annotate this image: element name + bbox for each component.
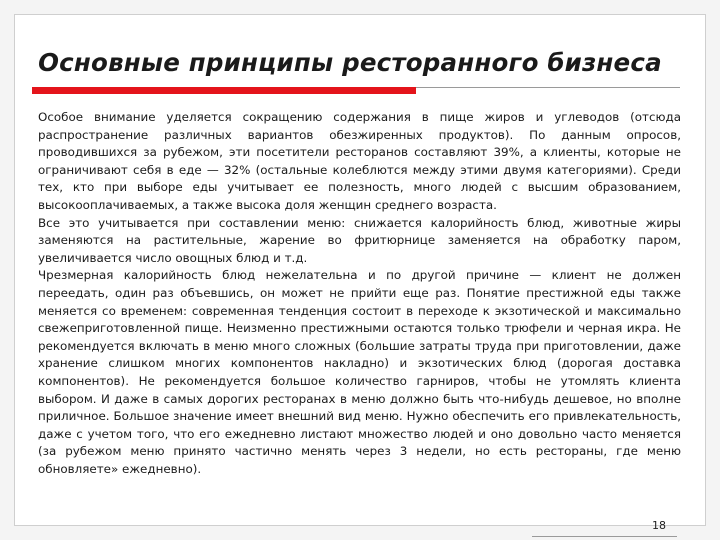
- paragraph-fat-reduction: Особое внимание уделяется сокращению содержания в пище жиров и углеводов (отсюда распространение различных вариантов обезжиренных продуктов). По данным опросов, проводившихся за рубежом, эти посетители ресторанов составляют 39%, а клиенты, которые не ограничивают себя в еде — 32% (остальные колеблются между этими двумя категориями). Среди тех, кто при выборе еды учитывает ее полезность, много людей с высшим образованием, высокооплачиваемых, а также высока доля женщин среднего возраста.: [38, 110, 681, 212]
- paragraph-menu-composition: Все это учитывается при составлении меню: снижается калорийность блюд, животные жиры заменяются на растительные, жарение во фритюрнице заменяется на обработку паром, увеличивается число овощных блюд и т.д.: [38, 215, 681, 265]
- slide-body: [38, 109, 681, 478]
- page-number-rule: [532, 536, 677, 537]
- slide-title: Основные принципы ресторанного бизнеса: [38, 48, 662, 77]
- page-number: 18: [652, 519, 666, 532]
- paragraph-calories-prestige: Чрезмерная калорийность блюд нежелательна и по другой причине — клиент не должен переедать, один раз объевшись, он может не прийти еще раз. Понятие престижной еды также меняется со временем: современная тенденция состоит в переходе к экзотической и максимально свежеприготовленной пище. Неизменно престижными остаются только трюфели и черная икра. Не рекомендуется включать в меню много сложных (большие затраты труда при приготовлении, даже хранение слишком многих компонентов накладно) и экзотических блюд (дорогая доставка компонентов). Не рекомендуется большое количество гарниров, чтобы не утомлять клиента выбором. И даже в самых дорогих ресторанах в меню должно быть что-нибудь дешевое, но вполне приличное. Большое значение имеет внешний вид меню. Нужно обеспечить его привлекательность, даже с учетом того, что его ежедневно листают множество людей и оно довольно часто меняется (за рубежом меню принято частично менять через 3 недели, но есть рестораны, где меню обновляете» ежедневно).: [38, 268, 681, 476]
- title-accent-bar: [32, 87, 416, 94]
